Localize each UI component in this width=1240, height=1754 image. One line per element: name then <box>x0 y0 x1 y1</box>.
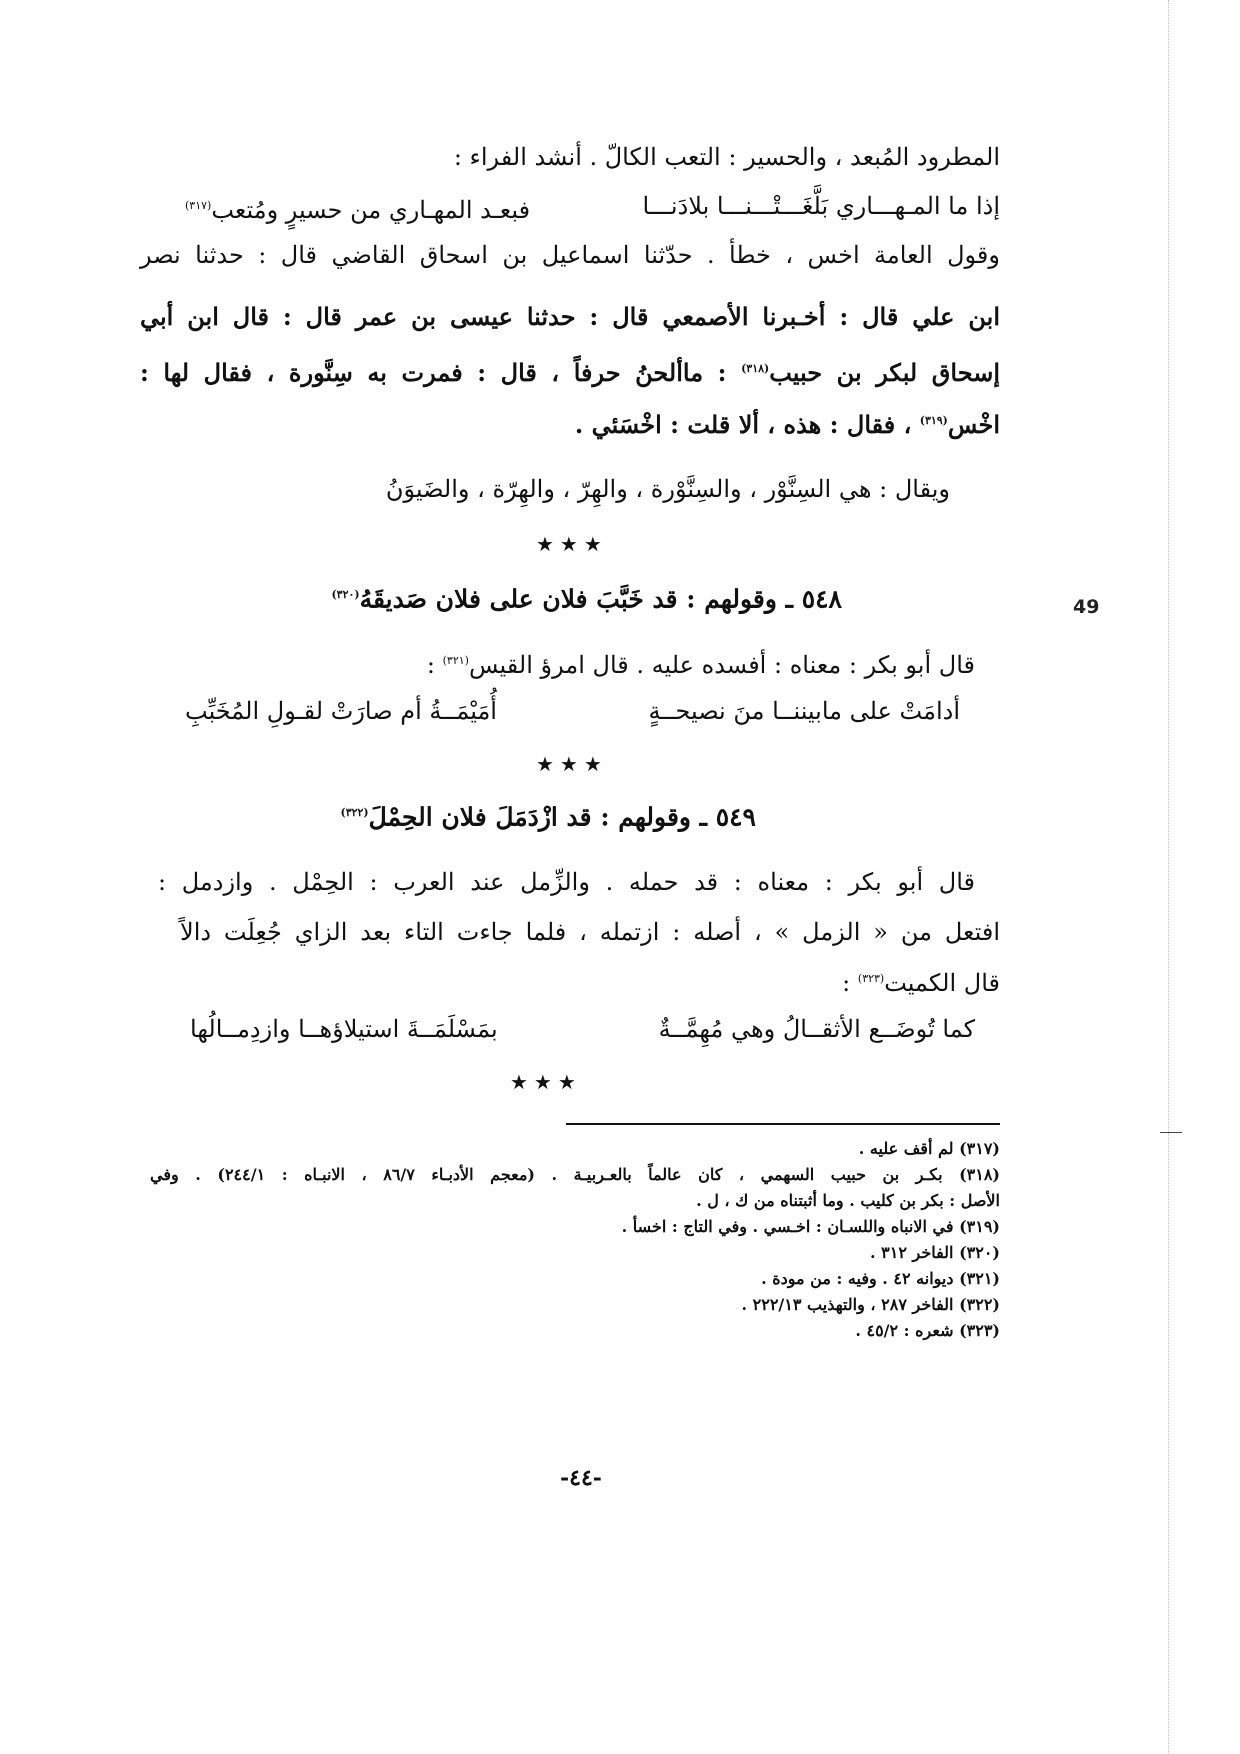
footnote-ref: (٣١٨) <box>741 362 770 375</box>
section-divider-stars: ★★★ <box>536 532 608 556</box>
text-line-4 <box>140 352 1000 390</box>
text-segment: ، فقال : هذه ، ألا قلت : اخْسَئي . <box>574 410 920 439</box>
text-segment: قال أبو بكر : معناه : أفسده عليه . قال امرؤ القيس <box>468 651 975 679</box>
footnote-319: (٣١٩) في الانباه واللسـان : اخـسي . وفي التاج : اخسأ . <box>621 1217 1000 1236</box>
margin-page-number: 49 <box>1073 596 1100 618</box>
text-segment: : <box>842 969 858 997</box>
text-segment: : ماألحنُ حرفاً ، قال : فمرت به سِنَّورة ، فقال لها : <box>140 358 742 387</box>
footnote-318: (٣١٨) بكـر بن حبيب السهمي ، كان عالماً بالعـربيـة . (معجم الأدبـاء ٨٦/٧ ، الانبـاه : ٢٤٤/١) . وفي <box>150 1165 1000 1184</box>
text-line-6: ويقال : هي السِنَّوْر ، والسِنَّوْرة ، والهِرّ ، والهِرّة ، والضَيوَنُ <box>385 475 950 503</box>
scan-edge-line <box>1168 0 1169 1754</box>
verse-1-left <box>185 189 530 227</box>
text-line-1: المطرود المُبعد ، والحسير : التعب الكالّ . أنشد الفراء : <box>453 143 1000 171</box>
heading-text: ٥٤٨ ـ وقولهم : قد خَبَّبَ فلان على فلان صَديقَهُ <box>359 584 842 614</box>
footnote-318-cont: الأصل : بكر بن كليب . وما أثبتناه من ك ، ل . <box>696 1191 1000 1210</box>
footnote-separator <box>566 1123 1000 1125</box>
text-segment: قال الكميت <box>884 969 1000 997</box>
footnote-ref: (٣٢٠) <box>331 588 360 601</box>
verse-548-left: أُمَيْمَــةُ أم صارَتْ لقـولِ المُخَبِّبِ <box>185 697 497 725</box>
verse-1-left-text: فبعـد المهـاري من حسيرٍ ومُتعب <box>211 196 531 224</box>
footnote-322: (٣٢٢) الفاخر ٢٨٧ ، والتهذيب ٢٢٢/١٣ . <box>741 1295 1000 1314</box>
footnote-ref: (٣١٧) <box>185 199 212 212</box>
section-divider-stars: ★★★ <box>510 1070 582 1094</box>
verse-1-right <box>643 189 1001 223</box>
footnote-ref: (٣١٩) <box>919 414 948 427</box>
verse-548-right: أدامَتْ على مابيننــا منَ نصيحــةٍ <box>648 697 960 725</box>
verse-549-right: كما تُوضَــع الأثقــالُ وهي مُهِمَّــةٌ <box>658 1015 975 1043</box>
scan-edge-tick <box>1160 1132 1182 1133</box>
footnote-ref: (٣٢١) <box>442 654 469 667</box>
page-folio-number: -٤٤- <box>560 1465 602 1491</box>
text-line-548-1 <box>427 644 975 682</box>
text-segment: اخْس <box>947 410 1000 439</box>
footnote-ref: (٣٢٣) <box>857 972 885 985</box>
section-divider-stars: ★★★ <box>536 752 608 776</box>
verse-549-left: بمَسْلَمَــةَ استيلاؤهــا وازدِمــالُها <box>190 1015 498 1043</box>
entry-heading-549 <box>340 796 756 834</box>
text-line-3: ابن علي قال : أخـبرنا الأصمعي قال : حدثنا عيسى بن عمر قال : قال ابن أبي <box>140 302 1000 331</box>
heading-text: ٥٤٩ ـ وقولهم : قد ازْدَمَلَ فلان الحِمْلَ <box>368 802 756 832</box>
entry-heading-548 <box>331 578 842 616</box>
text-line-549-2: افتعل من « الزمل » ، أصله : ازتمله ، فلما جاءت التاء بعد الزاي جُعِلَت دالاً <box>180 918 1000 946</box>
text-segment: : <box>426 651 443 679</box>
footnote-323: (٣٢٣) شعره : ٤٥/٢ . <box>855 1321 1000 1340</box>
text-segment: إسحاق لبكر بن حبيب <box>769 358 1001 387</box>
footnote-317: (٣١٧) لم أقف عليه . <box>858 1139 1000 1158</box>
verse-1-right-text: إذا ما المـهـــاري بَلَّغَـــتْـــنـــا بلادَنـــا <box>642 192 1000 220</box>
text-line-5 <box>575 404 1000 442</box>
text-line-549-1: قال أبو بكر : معناه : قد حمله . والزِّمل عند العرب : الحِمْل . وازدمل : <box>158 868 975 896</box>
footnote-320: (٣٢٠) الفاخر ٣١٢ . <box>870 1243 1000 1262</box>
text-line-2: وقول العامة اخس ، خطأ . حدّثنا اسماعيل بن اسحاق القاضي قال : حدثنا نصر <box>140 241 1000 269</box>
footnote-ref: (٣٢٢) <box>340 806 369 819</box>
text-line-549-3 <box>842 962 1000 1000</box>
footnote-321: (٣٢١) ديوانه ٤٢ . وفيه : من مودة . <box>761 1269 1000 1288</box>
